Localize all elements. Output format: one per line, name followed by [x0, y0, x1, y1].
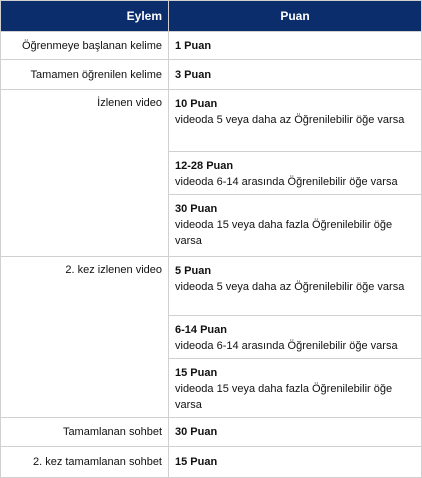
points-value: 15 Puan — [175, 456, 218, 468]
points-cell — [169, 257, 422, 316]
points-cell — [169, 152, 422, 195]
action-cell: İzlenen video — [1, 90, 169, 257]
points-cell — [169, 195, 422, 257]
points-cell — [169, 60, 422, 90]
points-value: 30 Puan — [175, 426, 218, 438]
action-cell: Tamamlanan sohbet — [1, 418, 169, 447]
action-cell: Tamamen öğrenilen kelime — [1, 60, 169, 90]
points-description: videoda 15 veya daha fazla Öğrenilebilir öğe varsa — [175, 383, 393, 411]
points-value: 3 Puan — [175, 68, 212, 81]
header-points: Puan — [169, 1, 422, 32]
table-row — [1, 418, 422, 447]
table-row — [1, 257, 422, 316]
header-action: Eylem — [1, 1, 169, 32]
points-cell — [169, 316, 422, 359]
points-cell — [169, 418, 422, 447]
points-cell — [169, 90, 422, 152]
table-row — [1, 90, 422, 152]
points-description: videoda 5 veya daha az Öğrenilebilir öğe varsa — [175, 281, 405, 293]
action-cell: 2. kez izlenen video — [1, 257, 169, 418]
table-row — [1, 60, 422, 90]
table-row — [1, 32, 422, 60]
points-value: 6-14 Puan — [175, 324, 227, 336]
header-row — [1, 1, 422, 32]
points-cell — [169, 32, 422, 60]
action-cell: 2. kez tamamlanan sohbet — [1, 447, 169, 478]
points-description: videoda 5 veya daha az Öğrenilebilir öğe varsa — [175, 114, 405, 126]
points-value: 12-28 Puan — [175, 160, 234, 172]
points-description: videoda 6-14 arasında Öğrenilebilir öğe varsa — [175, 340, 398, 352]
points-value: 5 Puan — [175, 265, 212, 277]
points-value: 10 Puan — [175, 98, 218, 110]
points-value: 15 Puan — [175, 367, 218, 379]
points-value: 1 Puan — [175, 39, 212, 52]
action-cell: Öğrenmeye başlanan kelime — [1, 32, 169, 60]
points-cell — [169, 359, 422, 418]
points-value: 30 Puan — [175, 203, 218, 215]
points-description: videoda 15 veya daha fazla Öğrenilebilir öğe varsa — [175, 219, 393, 247]
points-description: videoda 6-14 arasında Öğrenilebilir öğe varsa — [175, 176, 398, 188]
